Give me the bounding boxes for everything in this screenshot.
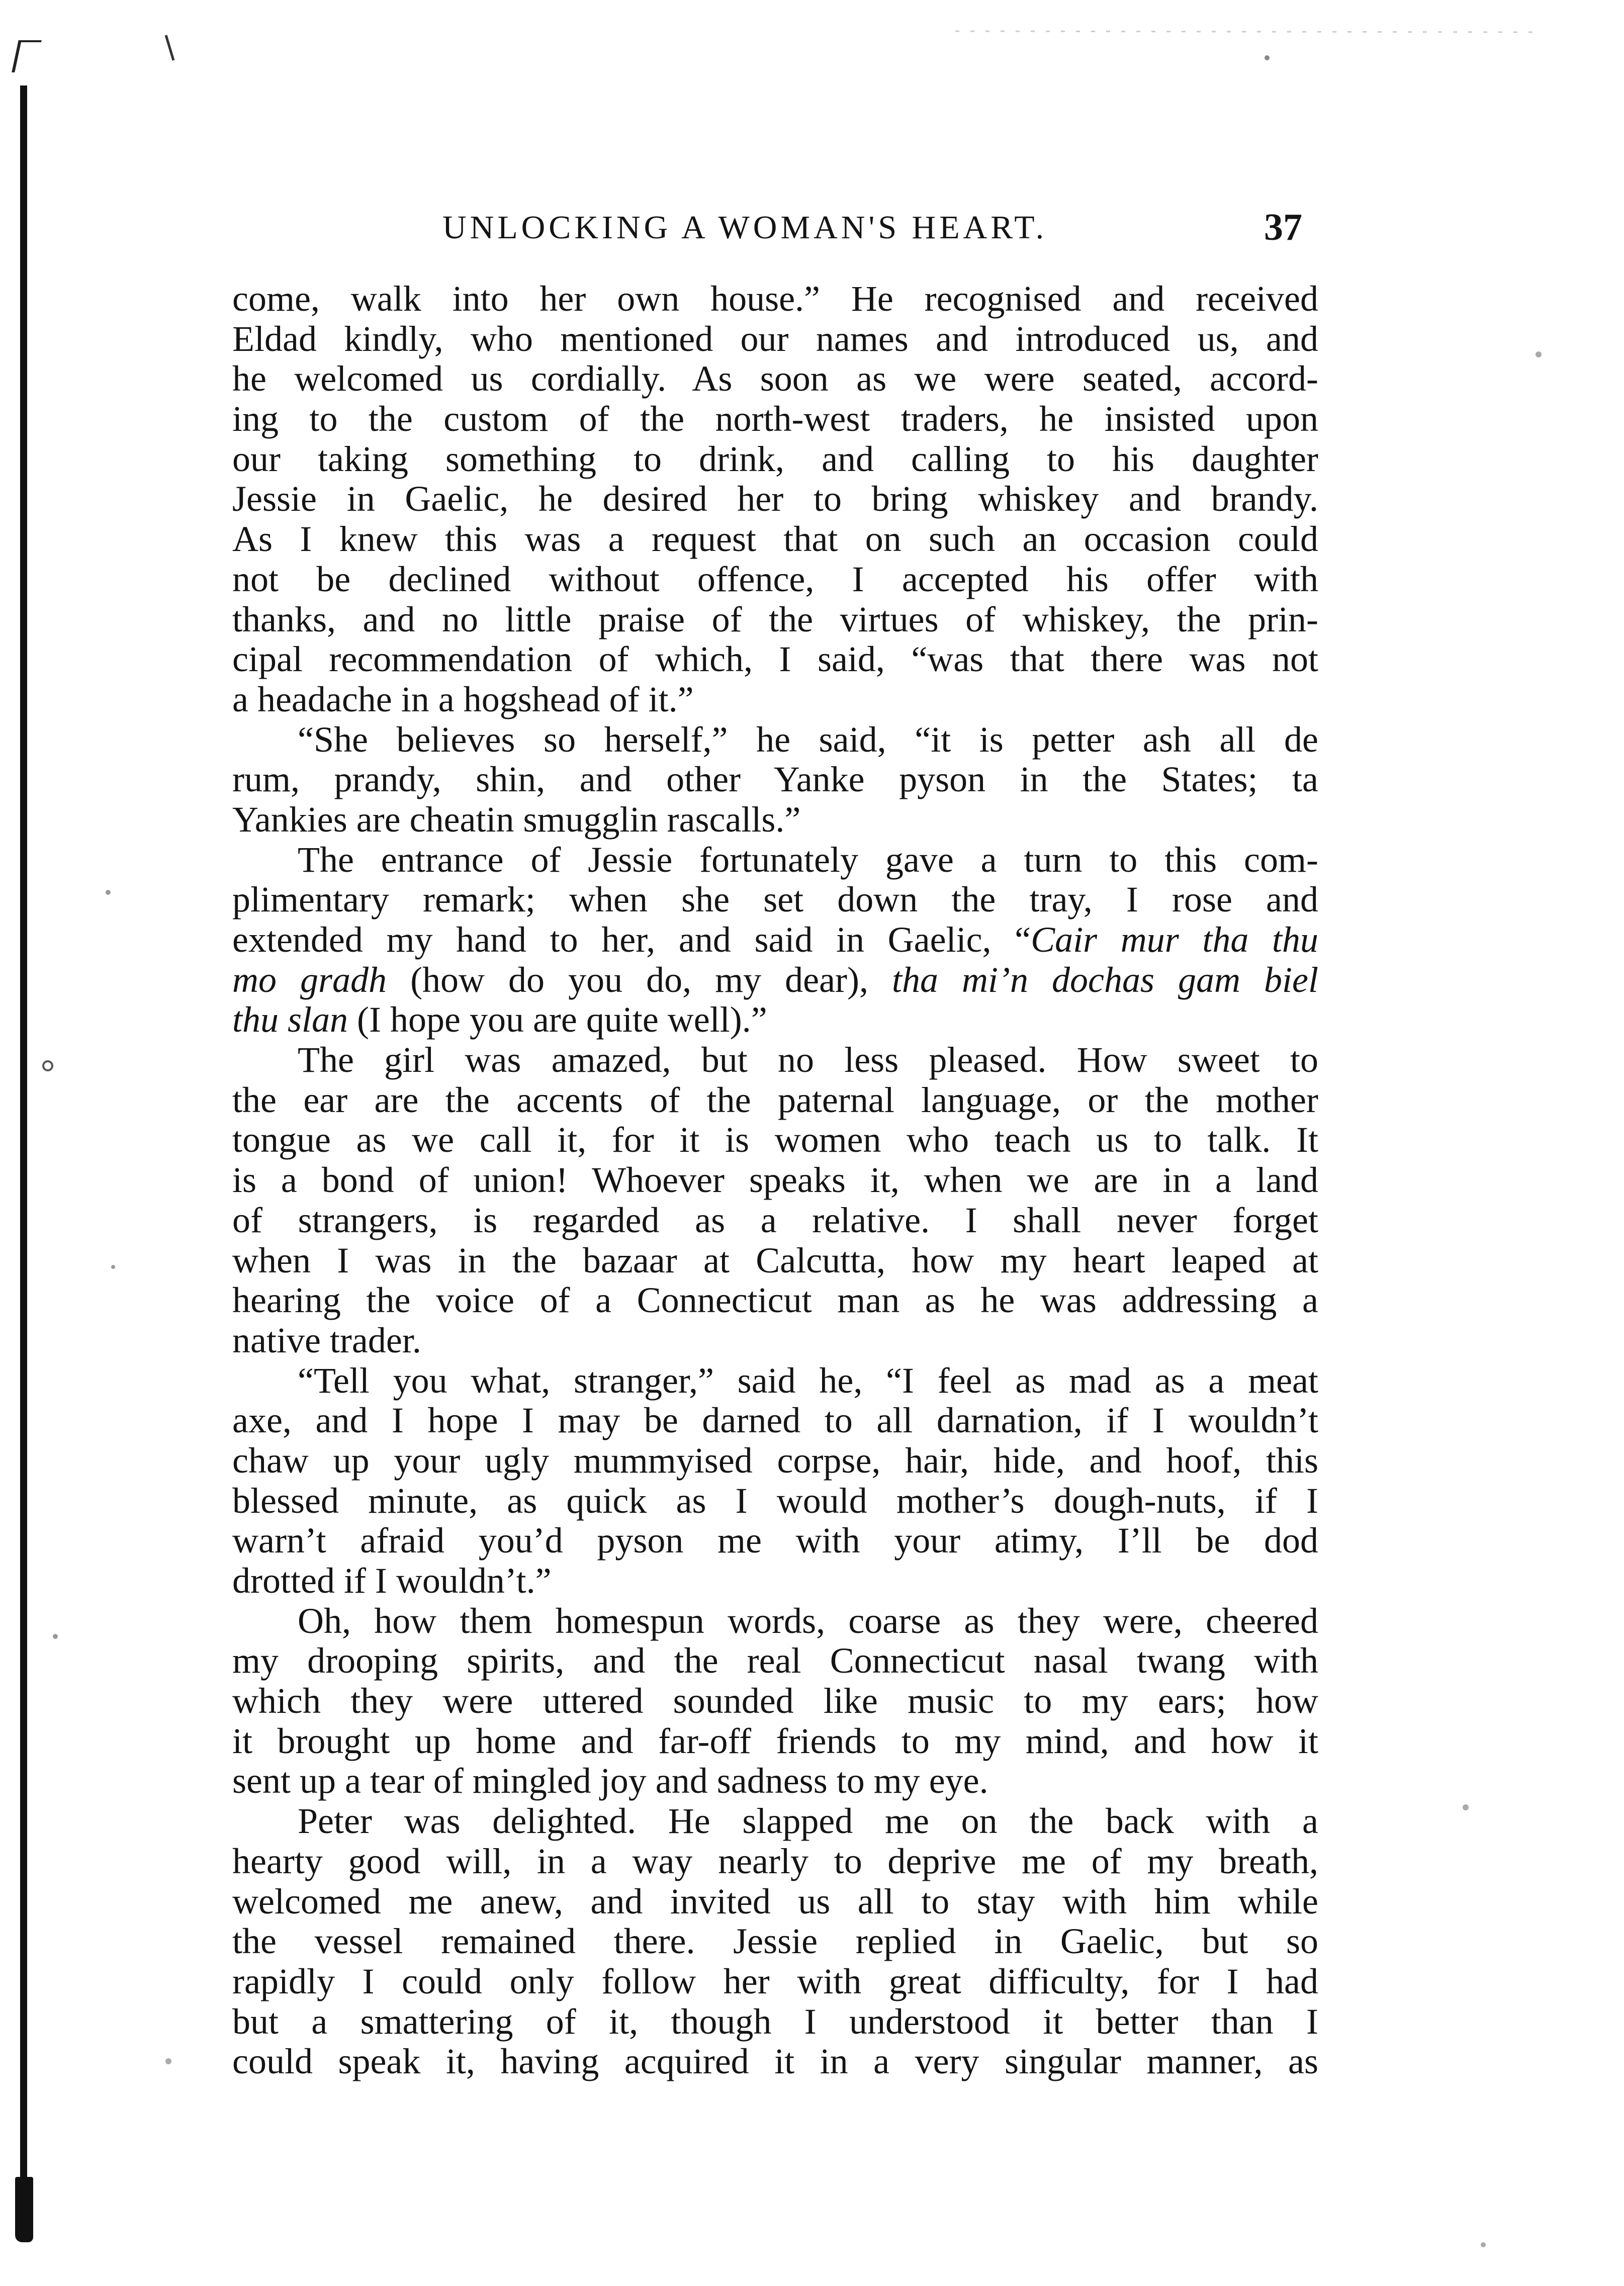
text-run: “Tell you what, stranger,” said he, “I feel as mad as a meat: [298, 1360, 1318, 1401]
text-run: Eldad kindly, who mentioned our names and introduced us, and: [232, 318, 1318, 359]
text-line: [232, 1080, 1318, 1121]
text-run: the vessel remained there. Jessie replied in Gaelic, but so: [232, 1921, 1318, 1962]
text-run: thanks, and no little praise of the virtues of whiskey, the prin-: [232, 599, 1318, 639]
text-line: [232, 880, 1318, 920]
text-line: [232, 1000, 1318, 1040]
text-run: not be declined without offence, I accepted his offer with: [232, 559, 1318, 599]
text-run: but a smattering of it, though I understood it better than I: [232, 2001, 1318, 2042]
page-number: 37: [1264, 206, 1302, 248]
text-line: [232, 1040, 1318, 1080]
text-run: native trader.: [232, 1320, 421, 1360]
body-text: [232, 279, 1318, 2082]
italic-phrase: tha mi’n dochas gam biel: [892, 959, 1319, 1000]
text-run: As I knew this was a request that on such an occasion could: [232, 519, 1318, 560]
text-run: chaw up your ugly mummyised corpse, hair, hide, and hoof, this: [232, 1440, 1318, 1481]
text-run: the ear are the accents of the paternal language, or the mother: [232, 1079, 1318, 1120]
text-line: [232, 399, 1318, 439]
page-header: [282, 206, 1302, 259]
text-run: which they were uttered sounded like music to my ears; how: [232, 1681, 1318, 1721]
text-line: [232, 800, 1318, 840]
text-line: [232, 1401, 1318, 1441]
text-line: [232, 1801, 1318, 1842]
text-line: [232, 1160, 1318, 1201]
text-run: rapidly I could only follow her with great difficulty, for I had: [232, 1961, 1318, 2001]
italic-phrase: mo gradh: [232, 959, 387, 1000]
text-run: he welcomed us cordially. As soon as we were seated, accord-: [232, 358, 1318, 399]
text-run: tongue as we call it, for it is women who teach us to talk. It: [232, 1120, 1318, 1160]
text-run: cipal recommendation of which, I said, “was that there was not: [232, 639, 1318, 680]
text-line: [232, 2002, 1318, 2042]
text-run: (how do you do, my dear),: [387, 959, 892, 1000]
text-line: [232, 279, 1318, 319]
text-run: axe, and I hope I may be darned to all darnation, if I wouldn’t: [232, 1400, 1318, 1441]
text-line: [232, 960, 1318, 1000]
text-line: [232, 1561, 1318, 1601]
text-run: hearty good will, in a way nearly to deprive me of my breath,: [232, 1841, 1318, 1881]
text-run: of strangers, is regarded as a relative. I shall never forget: [232, 1200, 1318, 1240]
italic-phrase: Cair mur tha thu: [1031, 920, 1318, 960]
text-run: welcomed me anew, and invited us all to stay with him while: [232, 1881, 1318, 1922]
running-title: UNLOCKING A WOMAN'S HEART.: [442, 209, 1048, 246]
text-run: could speak it, having acquired it in a very singular manner, as: [232, 2041, 1318, 2082]
text-run: sent up a tear of mingled joy and sadness to my eye.: [232, 1761, 988, 1801]
text-line: [232, 319, 1318, 359]
text-line: [232, 1321, 1318, 1361]
text-run: when I was in the bazaar at Calcutta, how my heart leaped at: [232, 1240, 1318, 1281]
text-run: come, walk into her own house.” He recognised and received: [232, 279, 1318, 319]
text-run: Yankies are cheatin smugglin rascalls.”: [232, 799, 801, 840]
text-line: [232, 1481, 1318, 1521]
text-line: [232, 2042, 1318, 2082]
text-run: my drooping spirits, and the real Connecticut nasal twang with: [232, 1640, 1318, 1681]
text-run: hearing the voice of a Connecticut man as he was addressing a: [232, 1280, 1318, 1321]
text-line: [232, 639, 1318, 680]
text-line: [232, 1922, 1318, 1962]
text-line: [232, 560, 1318, 600]
text-run: it brought up home and far-off friends to my mind, and how it: [232, 1720, 1318, 1761]
text-line: [232, 439, 1318, 480]
text-line: [232, 720, 1318, 760]
text-line: [232, 920, 1318, 960]
text-line: [232, 519, 1318, 560]
text-line: [232, 1962, 1318, 2002]
text-line: [232, 1441, 1318, 1481]
text-line: [232, 1882, 1318, 1922]
text-run: drotted if I wouldn’t.”: [232, 1561, 552, 1601]
text-line: [232, 1281, 1318, 1321]
text-line: [232, 1761, 1318, 1801]
text-line: [232, 1842, 1318, 1882]
italic-phrase: thu slan: [232, 999, 348, 1040]
text-run: (I hope you are quite well).”: [348, 999, 767, 1040]
text-line: [232, 1641, 1318, 1681]
text-run: ing to the custom of the north-west traders, he insisted upon: [232, 399, 1318, 439]
text-line: [232, 1241, 1318, 1281]
text-run: rum, prandy, shin, and other Yanke pyson in the States; ta: [232, 759, 1318, 800]
text-line: [232, 840, 1318, 880]
text-line: [232, 1721, 1318, 1762]
text-line: [232, 359, 1318, 399]
text-run: The girl was amazed, but no less pleased. How sweet to: [298, 1040, 1318, 1080]
text-line: [232, 1521, 1318, 1561]
text-line: [232, 760, 1318, 800]
text-line: [232, 1361, 1318, 1401]
text-run: is a bond of union! Whoever speaks it, when we are in a land: [232, 1160, 1318, 1201]
text-run: Jessie in Gaelic, he desired her to bring whiskey and brandy.: [232, 479, 1318, 519]
text-run: plimentary remark; when she set down the tray, I rose and: [232, 879, 1318, 920]
text-run: extended my hand to her, and said in Gaelic, “: [232, 920, 1031, 960]
text-line: [232, 479, 1318, 519]
text-line: [232, 600, 1318, 640]
text-run: blessed minute, as quick as I would mother’s dough-nuts, if I: [232, 1480, 1318, 1521]
text-line: [232, 1601, 1318, 1641]
text-line: [232, 1201, 1318, 1241]
text-run: a headache in a hogshead of it.”: [232, 679, 694, 719]
text-run: Oh, how them homespun words, coarse as they were, cheered: [298, 1600, 1318, 1641]
text-run: “She believes so herself,” he said, “it is petter ash all de: [298, 719, 1318, 760]
text-line: [232, 1681, 1318, 1721]
text-run: warn’t afraid you’d pyson me with your atimy, I’ll be dod: [232, 1520, 1318, 1561]
text-line: [232, 1120, 1318, 1160]
text-line: [232, 680, 1318, 720]
text-run: The entrance of Jessie fortunately gave a turn to this com-: [298, 839, 1318, 880]
text-run: our taking something to drink, and calling to his daughter: [232, 438, 1318, 479]
text-run: Peter was delighted. He slapped me on the back with a: [298, 1801, 1318, 1842]
